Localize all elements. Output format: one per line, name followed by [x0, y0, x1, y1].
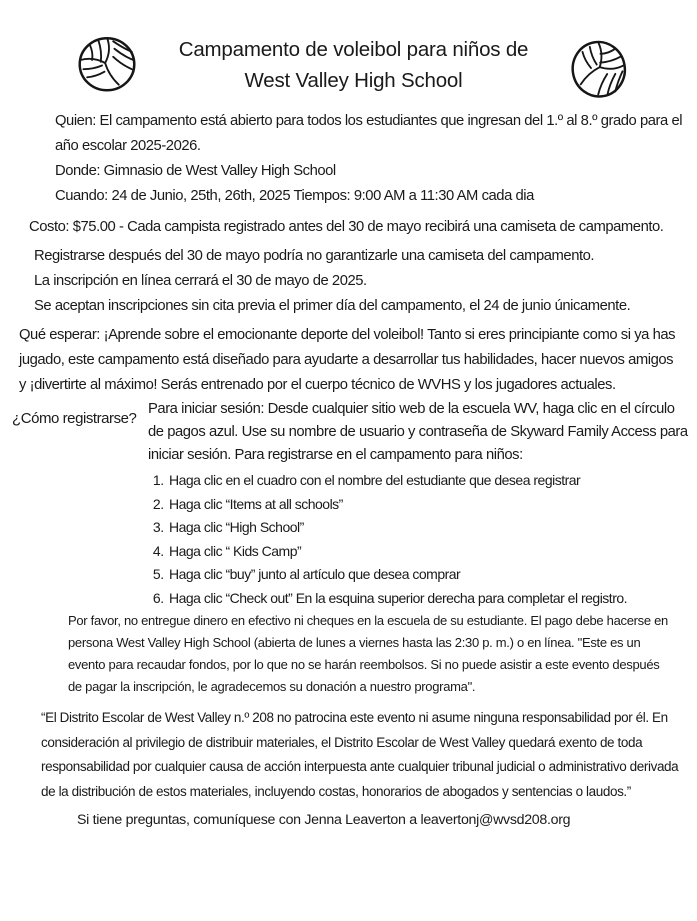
registration-step: 1. Haga clic en el cuadro con el nombre del estudiante que desea registrar: [167, 469, 692, 493]
cost-paragraph: Costo: $75.00 - Cada campista registrado antes del 30 de mayo recibirá una camiseta de campamento.: [29, 219, 664, 235]
how-to-register-body: [148, 398, 697, 610]
district-disclaimer: “El Distrito Escolar de West Valley n.º 208 no patrocina este evento ni asume ninguna responsabilidad por él. En consideración al privilegio de distribuir materiales, el Distrito Escolar de West Valley quedará exento de toda responsabilidad por cualquier causa de acción interpuesta ante cualquier tribunal judicial o administrativo derivada de la distribución de estos materiales, incluyendo costas, honorarios de abogados y sentencias o laudos.”: [41, 710, 679, 799]
payment-note: Por favor, no entregue dinero en efectivo ni cheques en la escuela de su estudiante. El pago debe hacerse en persona West Valley High School (abierta de lunes a viernes hasta las 2:30 p. m.) o en línea. "Este es un evento para recaudar fondos, por lo que no se harán reembolsos. Si no puede asistir a este evento después de pagar la inscripción, le agradecemos su donación a nuestro programa".: [68, 613, 668, 694]
how-to-register-section: [0, 398, 697, 610]
registration-steps-list: [148, 469, 692, 610]
title-line-1: Campamento de voleibol para niños de: [178, 38, 529, 61]
title-line-2: West Valley High School: [244, 69, 463, 92]
registration-step: 5. Haga clic “buy” junto al artículo que desea comprar: [167, 563, 692, 587]
when-line: Cuando: 24 de Junio, 25th, 26th, 2025 Tiempos: 9:00 AM a 11:30 AM cada dia: [55, 188, 534, 204]
registration-step: 6. Haga clic “Check out” En la esquina superior derecha para completar el registro.: [167, 587, 692, 611]
registration-step: 3. Haga clic “High School”: [167, 516, 692, 540]
who-line: Quien: El campamento está abierto para todos los estudiantes que ingresan del 1.º al 8.º grado para el año escolar 2025-2026.: [55, 113, 683, 154]
page-title: [138, 30, 569, 96]
volleyball-icon: [76, 30, 138, 96]
flyer-header: [0, 0, 697, 102]
what-to-expect-paragraph: Qué esperar: ¡Aprende sobre el emocionante deporte del voleibol! Tanto si eres principiante como si ya has jugado, este campamento está diseñado para ayudarte a desarrollar tus habilidades, hacer nuevos amigos y ¡divertirte al máximo! Serás entrenado por el cuerpo técnico de WVHS y los jugadores actuales.: [19, 327, 676, 393]
volleyball-icon: [562, 33, 638, 106]
registration-notes: [34, 244, 692, 319]
tshirt-note-line: Registrarse después del 30 de mayo podría no garantizarle una camiseta del campamento.: [34, 248, 595, 264]
event-details: [55, 109, 685, 209]
contact-line: Si tiene preguntas, comuníquese con Jenna Leaverton a leavertonj@wvsd208.org: [77, 812, 571, 828]
walkin-note-line: Se aceptan inscripciones sin cita previa el primer día del campamento, el 24 de junio únicamente.: [34, 298, 631, 314]
online-deadline-line: La inscripción en línea cerrará el 30 de mayo de 2025.: [34, 273, 367, 289]
registration-step: 4. Haga clic “ Kids Camp”: [167, 540, 692, 564]
login-instructions: Para iniciar sesión: Desde cualquier sitio web de la escuela WV, haga clic en el círculo de pagos azul. Use su nombre de usuario y contraseña de Skyward Family Access para iniciar sesión. Para registrarse en el campamento para niños:: [148, 401, 688, 463]
registration-step: 2. Haga clic “Items at all schools”: [167, 493, 692, 517]
where-line: Donde: Gimnasio de West Valley High School: [55, 163, 336, 179]
how-to-register-label: ¿Cómo registrarse?: [12, 410, 137, 427]
